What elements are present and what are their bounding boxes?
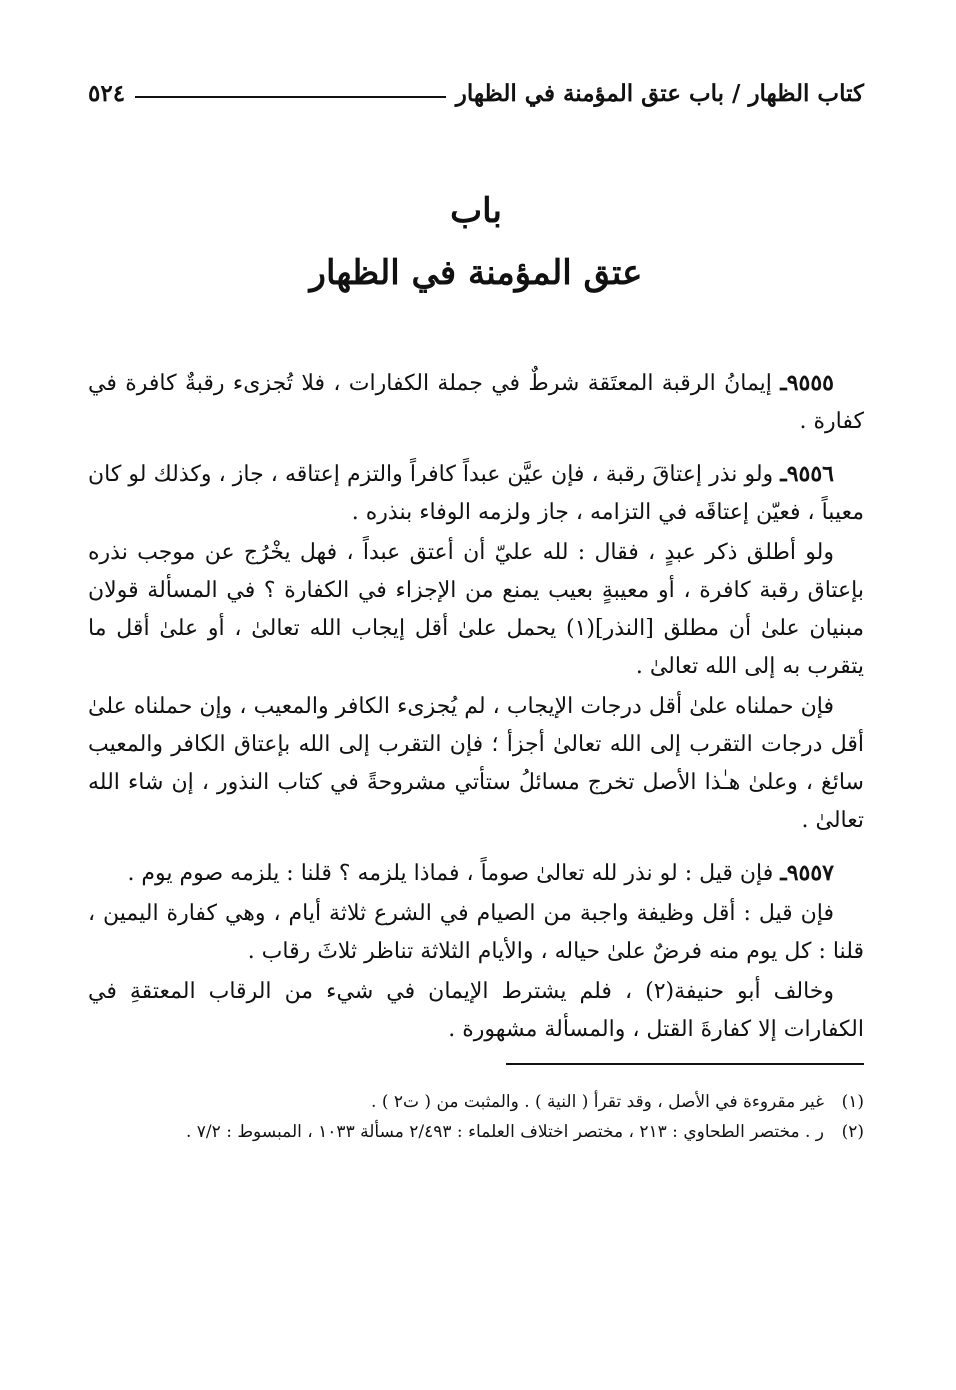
footnote-marker: (١) (841, 1092, 864, 1112)
footnote-2 (88, 1117, 864, 1147)
paragraph-text: فإن قيل : أقل وظيفة واجبة من الصيام في الشرع ثلاثة أيام ، وهي كفارة اليمين ، قلنا : كل يوم منه فرضٌ علىٰ حياله ، والأيام الثلاثة تناظر ثلاثَ رقاب . (88, 901, 864, 964)
header-rule (135, 96, 446, 98)
paragraph-text: فإن حملناه علىٰ أقل درجات الإيجاب ، لم يُجزىء الكافر والمعيب ، وإن حملناه علىٰ أقل درجات التقرب إلى الله تعالىٰ أجزأ ؛ فإن التقرب إلى الله بإعتاق الكافر والمعيب سائغ ، وعلىٰ هـٰذا الأصل تخرج مسائلُ ستأتي مشروحةً في كتاب النذور ، إن شاء الله تعالىٰ . (88, 694, 864, 833)
footnote-1 (88, 1087, 864, 1117)
main-text (88, 364, 864, 1049)
issue-number: ٩٥٥٦ـ (780, 461, 834, 487)
paragraph-9556 (88, 455, 864, 532)
footnotes (88, 1087, 864, 1147)
footnote-separator (506, 1063, 864, 1065)
issue-number: ٩٥٥٧ـ (780, 860, 834, 886)
issue-number: ٩٥٥٥ـ (780, 370, 834, 396)
footnote-marker: (٢) (841, 1122, 864, 1142)
running-header (88, 68, 864, 118)
paragraph-text: إيمانُ الرقبة المعتَقة شرطٌ في جملة الكفارات ، فلا تُجزىء رقبةٌ كافرة في كفارة . (88, 371, 864, 434)
paragraph-text: وخالف أبو حنيفة(٢) ، فلم يشترط الإيمان في شيء من الرقاب المعتقةِ في الكفارات إلا كفارةَ القتل ، والمسألة مشهورة . (88, 979, 864, 1042)
chapter-heading-line2: عتق المؤمنة في الظهار (309, 253, 643, 293)
paragraph-text: ولو نذر إعتاقَ رقبة ، فإن عيَّن عبداً كافراً والتزم إعتاقه ، جاز ، وكذلك لو كان معيباً ، فعيّن إعتاقَه في التزامه ، جاز ولزمه الوفاء بنذره . (88, 462, 864, 525)
paragraph-9557 (88, 854, 864, 893)
book-page (88, 68, 864, 1147)
paragraph-text: فإن قيل : لو نذر لله تعالىٰ صوماً ، فماذا يلزمه ؟ قلنا : يلزمه صوم يوم . (127, 861, 781, 886)
page-number: ٥٢٤ (88, 79, 126, 107)
paragraph (88, 895, 864, 971)
chapter-heading (88, 180, 864, 304)
paragraph (88, 688, 864, 840)
paragraph (88, 973, 864, 1049)
footnote-text: ر . مختصر الطحاوي : ٢١٣ ، مختصر اختلاف العلماء : ٢/٤٩٣ مسألة ١٠٣٣ ، المبسوط : ٧/٢ . (185, 1122, 824, 1142)
paragraph-text: ولو أطلق ذكر عبدٍ ، فقال : لله عليّ أن أعتق عبداً ، فهل يخْرُج عن موجب نذره بإعتاق رقبة كافرة ، أو معيبةٍ بعيب يمنع من الإجزاء في الكفارة ؟ في المسألة قولان مبنيان علىٰ أن مطلق [النذر](١) يحمل علىٰ أقل إيجاب الله تعالىٰ ، أو علىٰ أقل ما يتقرب به إلى الله تعالىٰ . (88, 540, 864, 679)
running-header-title: كتاب الظهار / باب عتق المؤمنة في الظهار (455, 79, 864, 107)
paragraph (88, 534, 864, 686)
chapter-heading-line1: باب (450, 191, 502, 231)
paragraph-9555 (88, 364, 864, 441)
footnote-text: غير مقروءة في الأصل ، وقد تقرأ ( النية ) . والمثبت من ( ت٢ ) . (371, 1092, 824, 1112)
